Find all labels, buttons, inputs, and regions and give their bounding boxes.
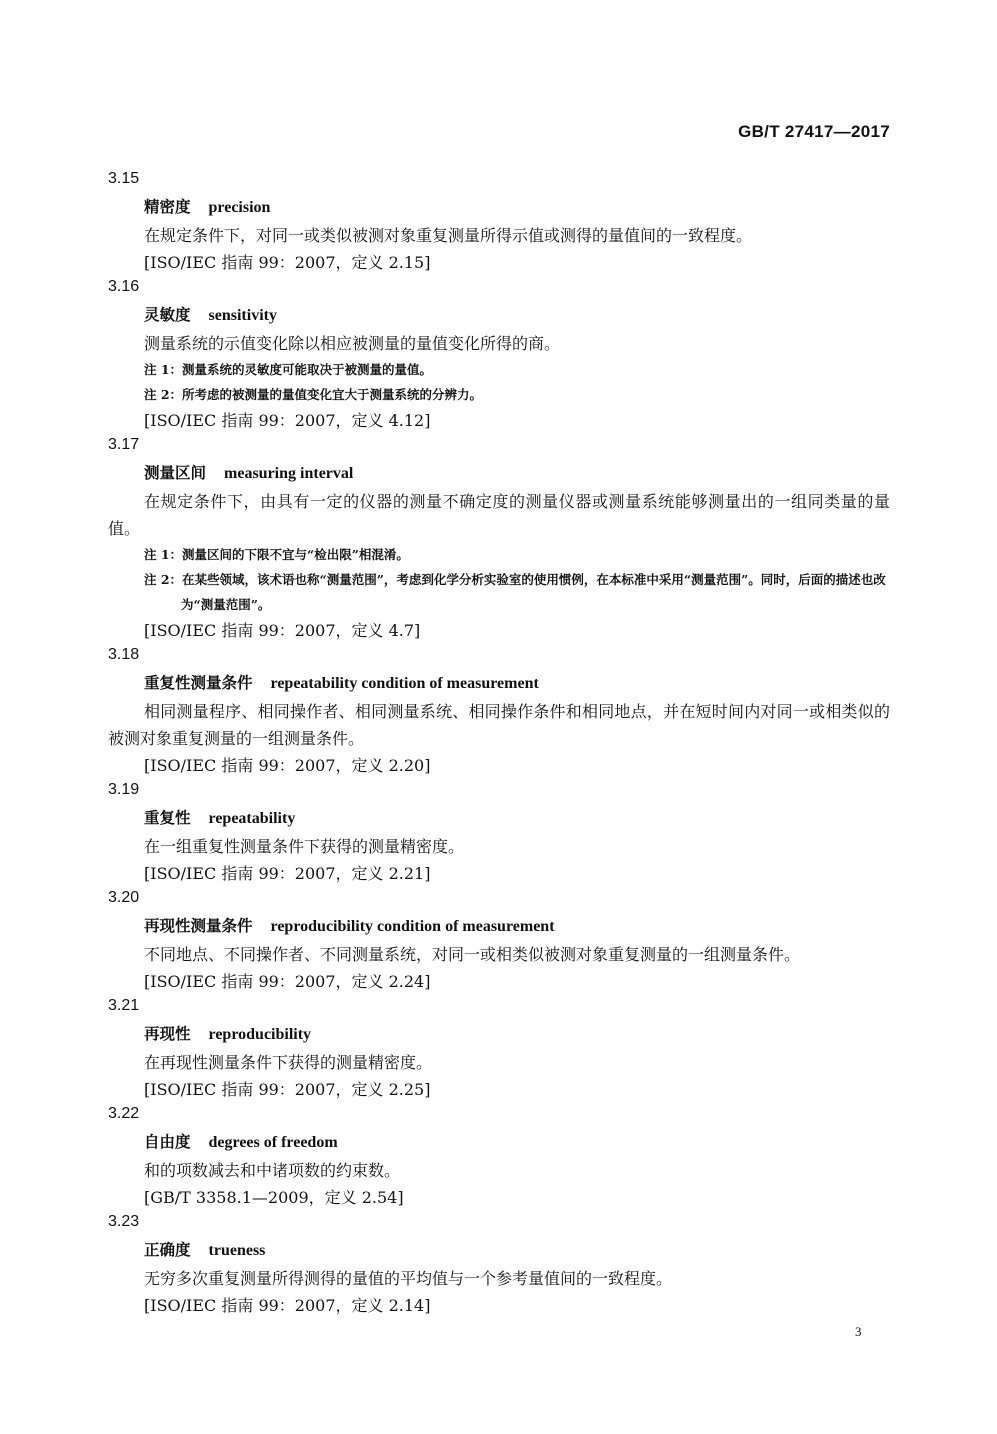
term-en: repeatability: [208, 810, 296, 827]
term-en: precision: [208, 199, 271, 216]
term-entry: [108, 1211, 890, 1319]
term-source: [ISO/IEC 指南 99：2007，定义 2.25]: [144, 1080, 431, 1099]
term-source: [ISO/IEC 指南 99：2007，定义 2.14]: [144, 1296, 431, 1315]
term-number: 3.18: [108, 646, 140, 663]
term-note: 注 1：测量区间的下限不宜与“检出限”相混淆。: [144, 547, 409, 562]
term-zh: 精密度: [144, 197, 191, 216]
term-definition: 在再现性测量条件下获得的测量精密度。: [144, 1053, 433, 1072]
term-en: reproducibility: [208, 1026, 312, 1043]
term-en: repeatability condition of measurement: [270, 675, 539, 692]
term-definition: 在规定条件下，对同一或类似被测对象重复测量所得示值或测得的量值间的一致程度。: [144, 226, 753, 245]
term-source: [ISO/IEC 指南 99：2007，定义 2.20]: [144, 756, 431, 775]
page-number: 3: [855, 1324, 862, 1339]
term-title: [144, 806, 890, 833]
term-en: trueness: [208, 1242, 266, 1259]
term-en: sensitivity: [208, 307, 277, 324]
term-source: [ISO/IEC 指南 99：2007，定义 2.15]: [144, 253, 431, 272]
term-number: 3.23: [108, 1213, 140, 1230]
term-entry: [108, 995, 890, 1103]
term-zh: 灵敏度: [144, 305, 191, 324]
term-source: [ISO/IEC 指南 99：2007，定义 2.21]: [144, 864, 431, 883]
term-title: [144, 1238, 890, 1265]
term-title: [144, 914, 890, 941]
term-source: [GB/T 3358.1—2009，定义 2.54]: [144, 1188, 404, 1207]
term-number: 3.15: [108, 170, 140, 187]
term-number: 3.20: [108, 889, 140, 906]
term-entry: [108, 644, 890, 779]
term-entry: [108, 1103, 890, 1211]
term-en: reproducibility condition of measurement: [270, 918, 555, 935]
term-zh: 再现性测量条件: [144, 916, 253, 935]
term-entry: [108, 168, 890, 276]
term-title: [144, 671, 890, 698]
term-zh: 测量区间: [144, 463, 207, 482]
term-number: 3.17: [108, 436, 140, 453]
term-zh: 再现性: [144, 1024, 191, 1043]
term-note: 注 1：测量系统的灵敏度可能取决于被测量的量值。: [144, 362, 433, 377]
term-entry: [108, 276, 890, 434]
term-definition: 在规定条件下，由具有一定的仪器的测量不确定度的测量仪器或测量系统能够测量出的一组同类量的量值。: [108, 492, 890, 538]
standard-id: GB/T 27417—2017: [738, 122, 890, 141]
term-zh: 自由度: [144, 1132, 191, 1151]
term-definition: 在一组重复性测量条件下获得的测量精密度。: [144, 837, 465, 856]
term-note: 注 2：所考虑的被测量的量值变化宜大于测量系统的分辨力。: [144, 387, 483, 402]
term-title: [144, 303, 890, 330]
term-en: degrees of freedom: [208, 1134, 338, 1151]
term-en: measuring interval: [224, 465, 354, 482]
term-number: 3.21: [108, 997, 140, 1014]
term-number: 3.16: [108, 278, 140, 295]
term-number: 3.22: [108, 1105, 140, 1122]
term-definition: 测量系统的示值变化除以相应被测量的量值变化所得的商。: [144, 334, 561, 353]
term-zh: 重复性: [144, 808, 191, 827]
term-entry: [108, 887, 890, 995]
term-number: 3.19: [108, 781, 140, 798]
terms-list: [108, 168, 890, 1319]
term-definition: 相同测量程序、相同操作者、相同测量系统、相同操作条件和相同地点，并在短时间内对同一或相类似的被测对象重复测量的一组测量条件。: [108, 702, 890, 748]
term-definition: 和的项数减去和中诸项数的约束数。: [144, 1161, 401, 1180]
term-note: 注 2：在某些领域，该术语也称“测量范围”，考虑到化学分析实验室的使用惯例，在本标准中采用“测量范围”。同时，后面的描述也改为“测量范围”。: [144, 572, 886, 612]
term-definition: 不同地点、不同操作者、不同测量系统，对同一或相类似被测对象重复测量的一组测量条件。: [144, 945, 801, 964]
term-entry: [108, 434, 890, 644]
term-entry: [108, 779, 890, 887]
term-source: [ISO/IEC 指南 99：2007，定义 4.12]: [144, 411, 431, 430]
term-title: [144, 1022, 890, 1049]
term-definition: 无穷多次重复测量所得测得的量值的平均值与一个参考量值间的一致程度。: [144, 1269, 673, 1288]
term-title: [144, 1130, 890, 1157]
term-title: [144, 195, 890, 222]
term-source: [ISO/IEC 指南 99：2007，定义 4.7]: [144, 621, 421, 640]
term-zh: 重复性测量条件: [144, 673, 253, 692]
term-zh: 正确度: [144, 1240, 191, 1259]
term-title: [144, 461, 890, 488]
term-source: [ISO/IEC 指南 99：2007，定义 2.24]: [144, 972, 431, 991]
